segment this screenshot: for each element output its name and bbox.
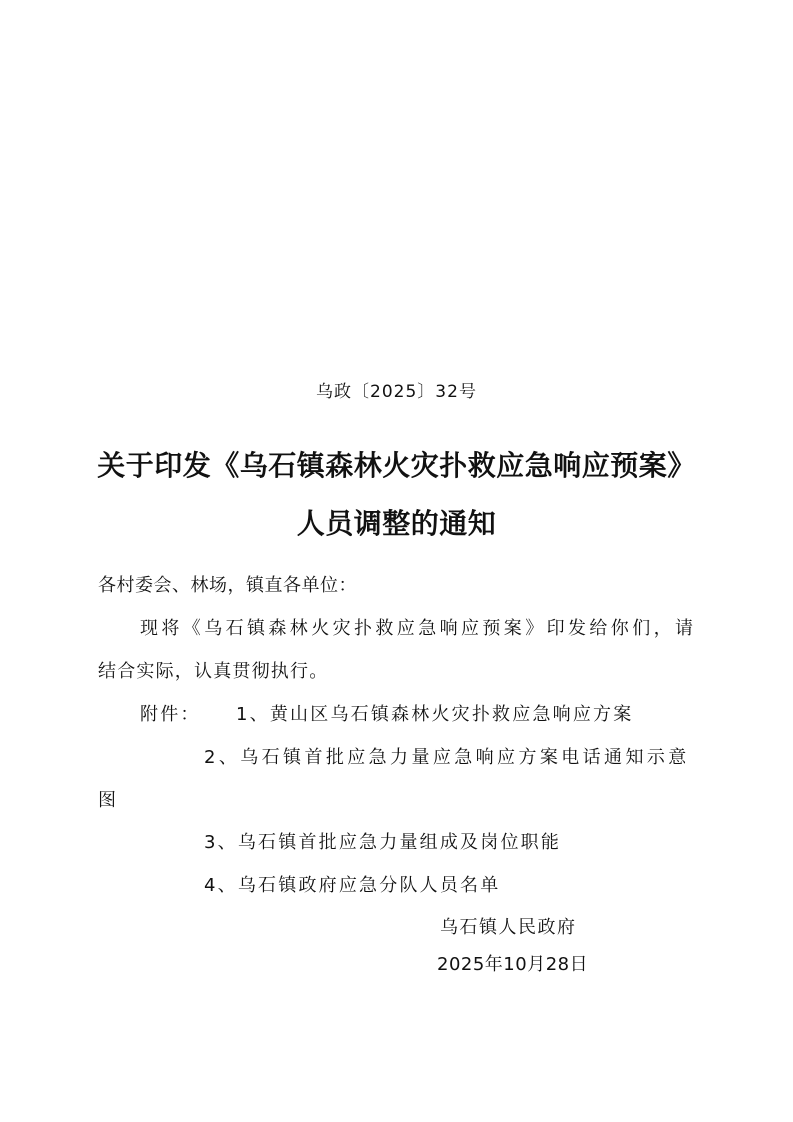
body-paragraph-line-1: 现将《乌石镇森林火灾扑救应急响应预案》印发给你们，请 bbox=[140, 618, 697, 639]
document-title-line-1: 关于印发《乌石镇森林火灾扑救应急响应预案》 bbox=[97, 449, 696, 482]
attachment-item-2-line-2: 图 bbox=[98, 790, 116, 811]
document-number: 乌政〔2025〕32号 bbox=[316, 382, 477, 402]
attachment-item-4: 4、乌石镇政府应急分队人员名单 bbox=[204, 875, 501, 896]
salutation: 各村委会、林场，镇直各单位： bbox=[98, 575, 357, 596]
issue-date: 2025年10月28日 bbox=[437, 954, 589, 975]
document-title-line-2: 人员调整的通知 bbox=[296, 507, 497, 540]
attachment-item-1: 1、黄山区乌石镇森林火灾扑救应急响应方案 bbox=[236, 704, 634, 725]
issuer-name: 乌石镇人民政府 bbox=[440, 917, 577, 938]
attachments-label: 附件： bbox=[140, 704, 201, 725]
attachment-item-3: 3、乌石镇首批应急力量组成及岗位职能 bbox=[204, 832, 562, 853]
attachment-item-2-line-1: 2、乌石镇首批应急力量应急响应方案电话通知示意 bbox=[204, 747, 690, 768]
body-paragraph-line-2: 结合实际，认真贯彻执行。 bbox=[98, 661, 329, 682]
